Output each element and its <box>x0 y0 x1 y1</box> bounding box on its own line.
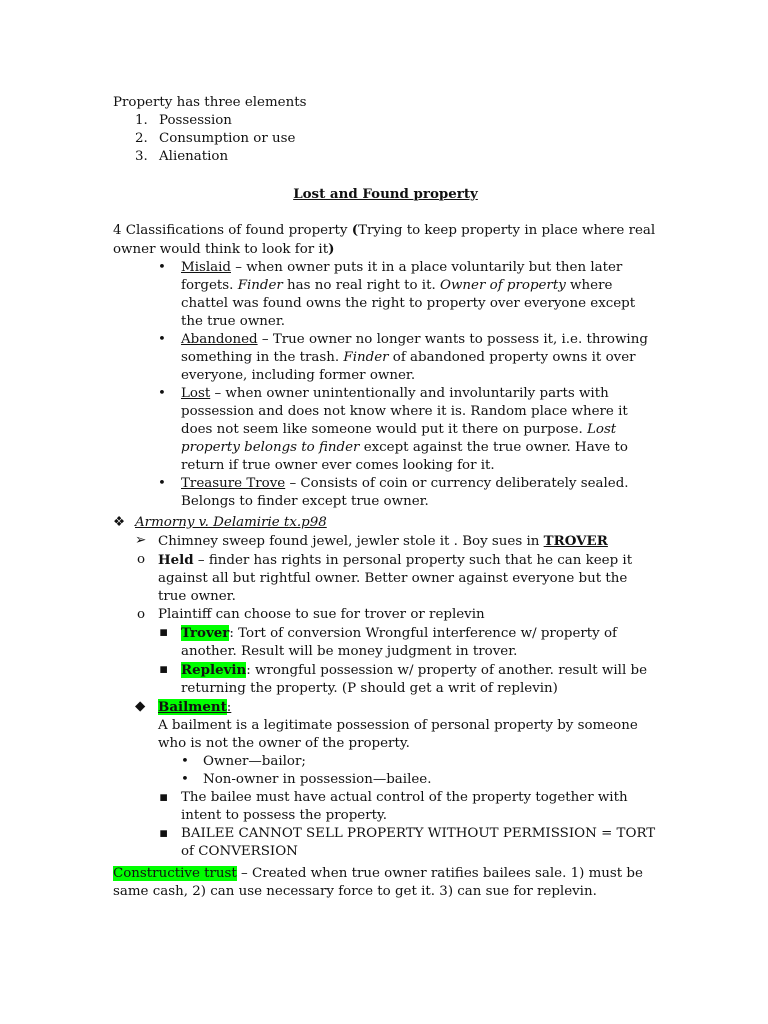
case-title-row <box>113 514 658 532</box>
case-section <box>113 514 658 861</box>
square-bullet-icon: ▪ <box>159 625 169 640</box>
item-text: Consumption or use <box>159 131 296 146</box>
bailment-term: Bailment <box>158 699 227 715</box>
intro-section <box>113 94 658 166</box>
bailment-definition: A bailment is a legitimate possession of personal property by someone who is not the owner of the property. <box>158 718 638 751</box>
constructive-trust-text: Constructive trust – Created when true owner ratifies bailees sale. 1) must be same cash, 2) can use necessary force to get it. 3) can sue for replevin. <box>113 866 643 899</box>
classification-item: • Abandoned – True owner no longer wants to possess it, i.e. throwing something in the trash. Finder of abandoned property owns it over everyone, including former owner. <box>158 332 648 383</box>
replevin-row: ▪ Replevin: wrongful possession w/ property of another. result will be returning the property. (P should get a writ of replevin) <box>159 662 647 696</box>
case-facts-row: ➢ Chimney sweep found jewel, jewler stole it . Boy sues in TROVER <box>135 533 608 549</box>
classification-term: Abandoned <box>181 332 258 347</box>
case-title: Armorny v. Delamirie tx.p98 <box>135 515 327 530</box>
classifications-intro: 4 Classifications of found property (Trying to keep property in place where real owner would think to look for it) <box>113 222 656 257</box>
square-bullet-icon: ▪ <box>159 790 169 805</box>
bullet-icon: • <box>181 772 189 787</box>
classification-item: • Lost – when owner unintentionally and involuntarily parts with possession and does not know where it is. Random place where it does not seem like someone would put it there on purpose. Lost property belongs to finder except against the true owner. Have to return if true owner ever comes looking for it. <box>158 386 628 473</box>
item-number: 3. <box>135 149 148 164</box>
item-number: 2. <box>135 131 148 146</box>
constructive-trust-term: Constructive trust <box>113 866 237 881</box>
item-number: 1. <box>135 113 148 128</box>
constructive-trust-section <box>113 865 658 901</box>
numbered-item <box>113 130 658 148</box>
held-label: Held <box>158 552 194 568</box>
item-text: Alienation <box>159 149 229 164</box>
bullet-icon: • <box>158 260 166 275</box>
bailment-role: • Owner—bailor; <box>181 754 306 769</box>
bailment-row: ◆ Bailment: <box>135 699 232 715</box>
item-text: Possession <box>159 113 232 128</box>
bailment-role: • Non-owner in possession—bailee. <box>181 772 432 787</box>
classification-item: • Mislaid – when owner puts it in a place voluntarily but then later forgets. Finder has no real right to it. Owner of property where chattel was found owns the right to property over everyone except the true owner. <box>158 260 636 329</box>
numbered-item <box>113 148 658 166</box>
diamond-star-icon: ❖ <box>113 515 126 530</box>
bullet-icon: • <box>158 476 166 491</box>
diamond-icon: ◆ <box>135 699 146 714</box>
classification-term: Lost <box>181 386 211 401</box>
classification-term: Mislaid <box>181 260 231 275</box>
classifications-section <box>113 221 658 511</box>
trover-emphasis: TROVER <box>543 533 608 549</box>
bailment-rule: ▪ BAILEE CANNOT SELL PROPERTY WITHOUT PERMISSION = TORT of CONVERSION <box>159 826 656 859</box>
circle-bullet-icon: o <box>137 607 146 622</box>
section-heading: Lost and Found property <box>293 186 478 202</box>
trover-term: Trover <box>181 625 230 641</box>
arrow-icon: ➢ <box>135 533 147 548</box>
replevin-term: Replevin <box>181 662 247 678</box>
classification-term: Treasure Trove <box>181 476 286 491</box>
circle-bullet-icon: o <box>137 552 146 567</box>
square-bullet-icon: ▪ <box>159 826 169 841</box>
case-held-row: o Held – finder has rights in personal property such that he can keep it against all but rightful owner. Better owner against everyone but the true owner. <box>137 552 633 604</box>
bullet-icon: • <box>158 332 166 347</box>
square-bullet-icon: ▪ <box>159 662 169 677</box>
bullet-icon: • <box>181 754 189 769</box>
case-plaintiff-row: o Plaintiff can choose to sue for trover or replevin <box>137 607 485 622</box>
bullet-icon: • <box>158 386 166 401</box>
numbered-item <box>113 112 658 130</box>
trover-row: ▪ Trover: Tort of conversion Wrongful interference w/ property of another. Result will be money judgment in trover. <box>159 625 617 659</box>
classification-item: • Treasure Trove – Consists of coin or currency deliberately sealed. Belongs to finder except true owner. <box>158 476 629 509</box>
intro-line: Property has three elements <box>113 95 307 110</box>
heading-wrap <box>113 185 658 204</box>
bailment-rule: ▪ The bailee must have actual control of the property together with intent to possess the property. <box>159 790 628 823</box>
